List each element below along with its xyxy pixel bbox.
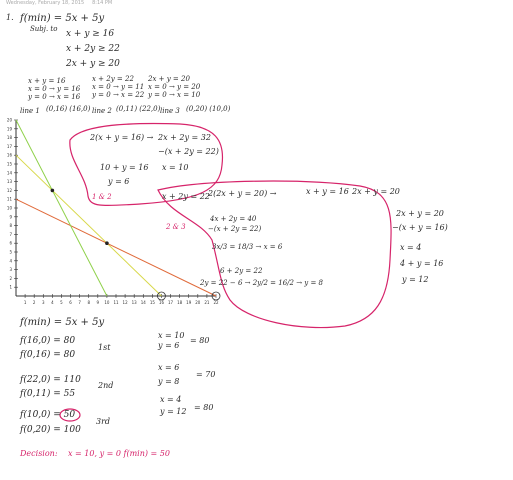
check1-r: = 80 (190, 336, 210, 345)
intercept-3-x: x = 0 → y = 20 (148, 83, 201, 91)
x-tick-label: 10 (104, 300, 110, 305)
y-tick-label: 5 (9, 249, 12, 255)
line3-label: line 3 (160, 107, 180, 115)
y-tick-label: 18 (6, 135, 12, 141)
x-tick-label: 14 (140, 300, 146, 305)
y-tick-label: 19 (6, 126, 12, 132)
side-r3: x = 4 (400, 243, 422, 252)
x-tick-label: 2 (32, 300, 36, 305)
intercept-1-eq: x + y = 16 (28, 77, 66, 85)
eval-row3-b: f(0,20) = 100 (20, 425, 81, 435)
x-tick-label: 6 (69, 300, 72, 305)
intercept-3-y: y = 0 → x = 10 (148, 91, 201, 99)
series-line-1 (16, 155, 161, 296)
b2-step5: 2y = 22 − 6 → 2y/2 = 16/2 → y = 8 (200, 279, 324, 287)
y-tick-label: 13 (6, 179, 12, 185)
y-tick-label: 16 (6, 152, 12, 158)
b1-step-b: 2x + 2y = 32 (158, 133, 211, 142)
bubble-2-outline (158, 181, 391, 327)
side-r2: −(x + y = 16) (392, 223, 448, 232)
b1-step-d: 10 + y = 16 (100, 163, 149, 172)
x-tick-label: 18 (177, 300, 183, 305)
eval-row1-a: f(16,0) = 80 (20, 336, 76, 346)
line1-label: line 1 (20, 107, 40, 115)
y-tick-label: 11 (6, 196, 12, 202)
series-line-3 (16, 120, 107, 296)
eval-row1-b: f(0,16) = 80 (20, 350, 76, 360)
b2-step1: 4x + 2y = 40 (210, 215, 257, 223)
x-tick-label: 16 (158, 300, 165, 305)
constraint-2: x + 2y ≥ 22 (66, 44, 120, 54)
line2-label: line 2 (92, 107, 112, 115)
intercept-2-eq: x + 2y = 22 (92, 75, 134, 83)
x-tick-label: 19 (186, 300, 192, 305)
intersection-point-2 (105, 241, 109, 245)
y-tick-label: 9 (9, 214, 12, 220)
eval-row2-b: f(0,11) = 55 (20, 389, 76, 399)
intersection-point-1 (51, 189, 55, 193)
y-tick-label: 14 (6, 170, 12, 176)
line1-points: (0,16) (16,0) (46, 105, 91, 113)
y-tick-label: 17 (6, 143, 12, 149)
check2-a: x = 6 (158, 363, 180, 372)
eval-row2-a: f(22,0) = 110 (20, 375, 81, 385)
b2-tag: 2 & 3 (166, 223, 186, 231)
x-tick-label: 15 (149, 300, 155, 305)
y-tick-label: 12 (6, 187, 12, 193)
check3-b: y = 12 (160, 407, 187, 416)
b1-tag: 1 & 2 (92, 193, 112, 201)
eval-row2-tag: 2nd (98, 381, 114, 390)
subject-to: Subj. to (30, 25, 58, 33)
y-tick-label: 2 (9, 275, 12, 281)
y-tick-label: 3 (9, 267, 12, 273)
x-tick-label: 12 (122, 300, 128, 305)
y-tick-label: 4 (9, 258, 12, 264)
b2-step3: 3x/3 = 18/3 → x = 6 (212, 243, 283, 251)
objective: f(min) = 5x + 5y (20, 13, 105, 24)
x-tick-label: 5 (60, 300, 63, 305)
y-tick-label: 15 (6, 161, 12, 167)
intercept-1-x: x = 0 → y = 16 (28, 85, 81, 93)
x-tick-label: 1 (23, 300, 27, 305)
check2-r: = 70 (196, 370, 216, 379)
x-tick-label: 4 (51, 300, 54, 305)
note-date: Wednesday, February 18, 2015 (6, 0, 85, 6)
x-tick-label: 17 (167, 300, 174, 305)
y-tick-label: 7 (9, 231, 12, 237)
problem-number: 1. (6, 13, 14, 22)
eval-row1-tag: 1st (98, 343, 111, 352)
x-tick-label: 20 (195, 300, 201, 305)
check3-r: = 80 (194, 403, 214, 412)
x-tick-label: 3 (41, 300, 45, 305)
x-tick-label: 7 (78, 300, 81, 305)
side-r5: y = 12 (402, 275, 429, 284)
b2-eq1: x + 2y = 22 (162, 192, 210, 201)
side-eq-b: 2x + y = 20 (352, 187, 400, 196)
eval-title: f(min) = 5x + 5y (20, 317, 105, 328)
x-tick-label: 11 (113, 300, 119, 305)
b1-step-c: −(x + 2y = 22) (158, 147, 219, 156)
x-tick-label: 21 (204, 300, 210, 305)
check1-b: y = 6 (158, 341, 180, 350)
side-eq-a: x + y = 16 (306, 187, 349, 196)
line3-points: (0,20) (10,0) (186, 105, 231, 113)
intercept-2-y: y = 0 → x = 22 (92, 91, 145, 99)
x-tick-label: 9 (96, 300, 100, 305)
check1-a: x = 10 (158, 331, 185, 340)
side-r4: 4 + y = 16 (400, 259, 444, 268)
b2-eq2: 2(2x + y = 20) → (208, 189, 277, 198)
eval-row3-tag: 3rd (96, 417, 111, 426)
b2-step2: −(x + 2y = 22) (208, 225, 262, 233)
constraint-1: x + y ≥ 16 (66, 29, 115, 39)
y-tick-label: 1 (9, 284, 12, 290)
line2-points: (0,11) (22,0) (116, 105, 161, 113)
b1-step-a: 2(x + y = 16) → (90, 133, 154, 142)
x-tick-label: 22 (213, 300, 219, 305)
decision-text: x = 10, y = 0 f(min) = 50 (68, 449, 170, 458)
y-tick-label: 6 (9, 240, 12, 246)
intercept-1-y: y = 0 → x = 16 (28, 93, 81, 101)
intercept-2-x: x = 0 → y = 11 (92, 83, 145, 91)
intercept-3-eq: 2x + y = 20 (148, 75, 190, 83)
b1-step-f: x = 10 (162, 163, 189, 172)
constraint-3: 2x + y ≥ 20 (66, 59, 120, 69)
x-tick-label: 13 (131, 300, 137, 305)
y-tick-label: 20 (6, 117, 12, 123)
check3-a: x = 4 (160, 395, 182, 404)
feasible-region-graph (7, 118, 220, 306)
b1-step-e: y = 6 (108, 177, 130, 186)
y-tick-label: 8 (9, 223, 12, 229)
decision-label: Decision: (20, 449, 58, 458)
x-tick-label: 8 (87, 300, 91, 305)
y-tick-label: 10 (6, 205, 12, 211)
side-r1: 2x + y = 20 (396, 209, 444, 218)
b2-step4: 6 + 2y = 22 (220, 267, 263, 275)
eval-row3-a: f(10,0) = 50 (20, 410, 76, 420)
check2-b: y = 8 (158, 377, 180, 386)
series-line-2 (16, 199, 216, 296)
note-time: 8:14 PM (92, 0, 113, 6)
